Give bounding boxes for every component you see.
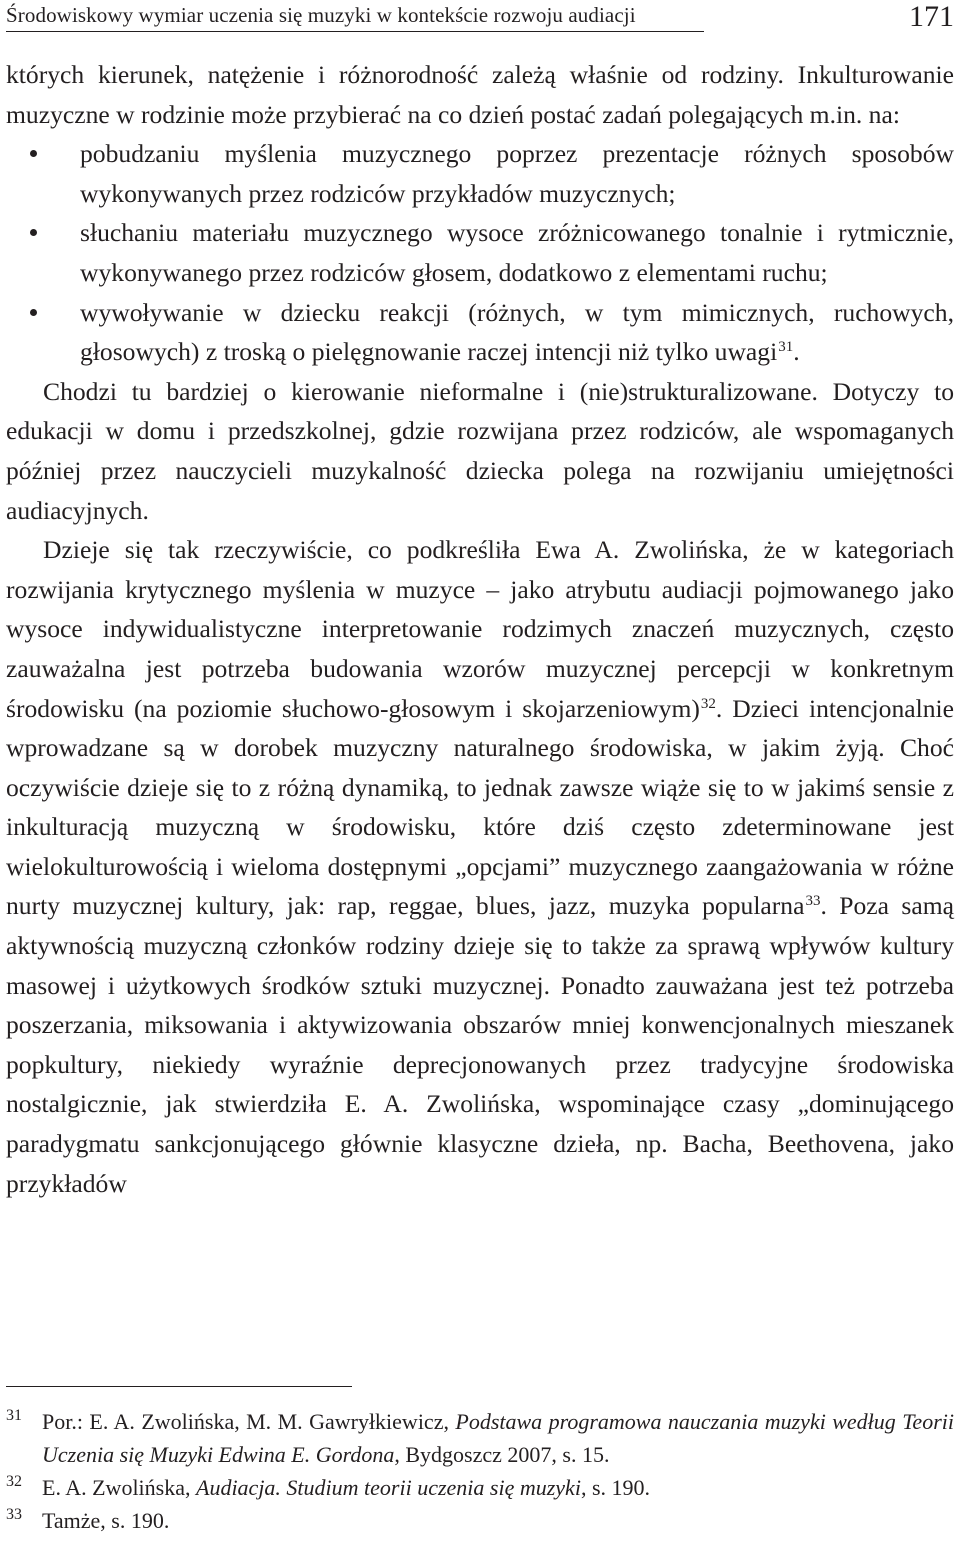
- body-text: [6, 55, 954, 1203]
- paragraph-text: Dzieje się tak rzeczywiście, co podkreśliła Ewa A. Zwolińska, że w kategoriach rozwijania krytycznego myślenia w muzyce – jako atrybutu audiacji pojmowanego jako wysoce indywidualistyczne interpretowanie rodzimych znaczeń muzycznych, często zauważalna jest potrzeba budowania wzorów muzycznej percepcji w konkretnym środowisku (na poziomie słuchowo-głosowym i skojarzeniowym): [6, 535, 954, 723]
- footnote-ref: 33: [805, 893, 821, 910]
- running-title: Środowiskowy wymiar uczenia się muzyki w kontekście rozwoju audiacji: [6, 3, 636, 27]
- paragraph-text: . Poza samą aktywnością muzyczną członków rodziny dzieje się to także za sprawą wpływów kultury masowej i użytkowych środków sztuki muzycznej. Ponadto zauważana jest też potrzeba poszerzania, miksowania i aktywizowania obszarów mniej konwencjonalnych mieszanek popkultury, niekiedy wyraźnie deprecjonowanych przez tradycyjne środowiska nostalgicznie, jak stwierdziła E. A. Zwolińska, wspominające czasy „dominującego paradygmatu sankcjonującego głównie klasyczne dzieła, np. Bacha, Beethovena, jako przykładów: [6, 891, 954, 1198]
- footnote-title: Audiacja. Studium teorii uczenia się muzyki: [196, 1475, 581, 1500]
- footnote-text: , Bydgoszcz 2007, s. 15.: [394, 1442, 610, 1467]
- paragraph: [6, 530, 954, 1203]
- footnote-text: Por.: E. A. Zwolińska, M. M. Gawryłkiewicz,: [42, 1409, 456, 1434]
- intro-paragraph: których kierunek, natężenie i różnorodność zależą właśnie od rodziny. Inkulturowanie muzyczne w rodzinie może przybierać na co dzień postać zadań polegających m.in. na:: [6, 60, 954, 129]
- list-item-text: wywoływanie w dziecku reakcji (różnych, w tym mimicznych, ruchowych, głosowych) z troską o pielęgnowanie raczej intencji niż tylko uwagi: [80, 297, 954, 367]
- footnote-text: E. A. Zwolińska,: [42, 1475, 196, 1500]
- footnote-ref: 31: [778, 339, 794, 356]
- page-number: 171: [909, 0, 954, 33]
- footnote: [6, 1471, 954, 1504]
- list-item-end: .: [793, 337, 800, 367]
- list-item-text: słuchaniu materiału muzycznego wysoce zróżnicowanego tonalnie i rytmicznie, wykonywanego przez rodziców głosem, dodatkowo z elementami ruchu;: [80, 218, 954, 287]
- bullet-icon: [30, 150, 37, 157]
- list-item: [6, 134, 954, 213]
- list-item: [6, 213, 954, 292]
- footnote-text: Tamże, s. 190.: [42, 1508, 170, 1533]
- bullet-icon: [30, 229, 37, 236]
- list-item-text: pobudzaniu myślenia muzycznego poprzez prezentacje różnych sposobów wykonywanych przez rodziców przykładów muzycznych;: [80, 139, 954, 208]
- footnote-rule: [6, 1386, 352, 1387]
- footnote: [6, 1504, 954, 1537]
- bullet-icon: [30, 309, 37, 316]
- header-rule: [6, 31, 704, 32]
- bullet-list: [6, 134, 954, 372]
- footnote-title: Podstawa programowa nauczania muzyki według Teorii Uczenia się Muzyki Edwina E. Gordona: [42, 1409, 954, 1467]
- footnote-text: , s. 190.: [580, 1475, 650, 1500]
- list-item: [6, 293, 954, 372]
- paragraph-text: . Dzieci intencjonalnie wprowadzane są w dorobek muzyczny naturalnego środowiska, w jakim żyją. Choć oczywiście dzieje się to z różną dynamiką, to jednak zawsze wiąże się to w jakimś sensie z inkulturacją muzyczną w środowisku, które dziś często zdeterminowane jest wielokulturowością i wieloma dostępnymi „opcjami” muzycznego zaangażowania w różne nurty muzycznej kultury, jak: rap, reggae, blues, jazz, muzyka popularna: [6, 693, 954, 921]
- footnote: [6, 1405, 954, 1471]
- footnote-number: 33: [6, 1506, 22, 1523]
- page-header: [6, 0, 954, 40]
- footnote-ref: 32: [700, 695, 716, 712]
- footnote-number: 32: [6, 1473, 22, 1490]
- paragraph: Chodzi tu bardziej o kierowanie nieformalne i (nie)strukturalizowane. Dotyczy to edukacji w domu i przedszkolnej, gdzie rozwijana przez rodziców, ale wspomaganych później przez nauczycieli muzykalność dziecka polega na rozwijaniu umiejętności audiacyjnych.: [6, 376, 954, 525]
- footnote-number: 31: [6, 1407, 22, 1424]
- footnotes: [6, 1405, 954, 1537]
